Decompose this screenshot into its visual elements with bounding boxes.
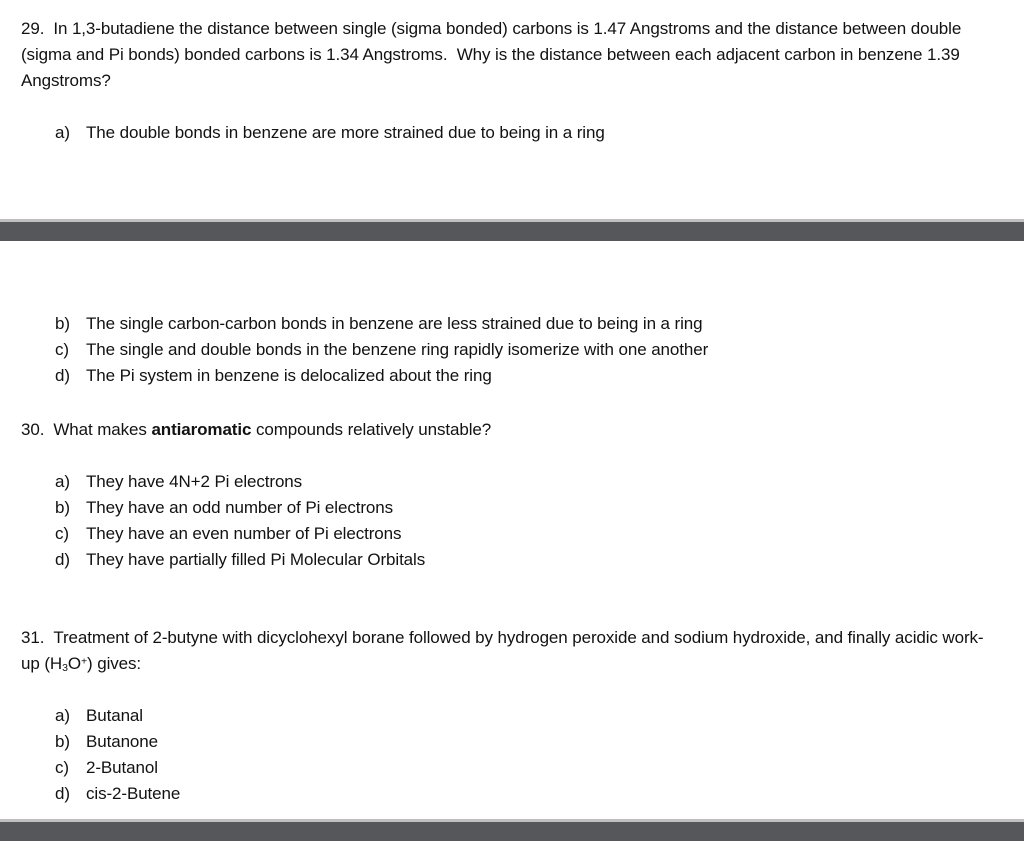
option-label: b) [55,498,70,517]
option-text: They have partially filled Pi Molecular Orbitals [86,550,426,569]
answer-option-31d [55,781,1000,807]
answer-option-29b [55,311,1000,337]
option-text: They have an odd number of Pi electrons [86,498,394,517]
answer-option-30a [55,469,1000,495]
answer-option-29a [55,120,1000,146]
formula-subscript: 3 [62,661,68,674]
question-29-stem [21,16,1000,94]
answer-option-30c [55,521,1000,547]
question-29-text: In 1,3-butadiene the distance between single (sigma bonded) carbons is 1.47 Angstroms and the distance between double (sigma and Pi bonds) bonded carbons is 1.34 Angstroms. Why is the distance between each adjacent carbon in benzene 1.39 Angstroms? [21,19,966,90]
answer-option-29d [55,363,1000,389]
question-30-options [55,469,1000,573]
answer-option-31c [55,755,1000,781]
question-29-number: 29. [21,19,45,38]
option-label: b) [55,314,70,333]
question-30-text-prefix: What makes [53,420,152,439]
question-31-text-before-formula: Treatment of 2-butyne with dicyclohexyl borane followed by hydrogen peroxide and sodium hydroxide, and finally acidic work-up (H [21,628,984,673]
formula-superscript: + [80,655,88,668]
answer-option-31a [55,703,1000,729]
option-text: cis-2-Butene [86,784,181,803]
section-divider [0,219,1024,241]
option-label: c) [55,524,69,543]
option-text: They have 4N+2 Pi electrons [86,472,303,491]
option-label: c) [55,758,69,777]
formula-element: O [67,654,81,673]
option-label: a) [55,706,70,725]
option-text: Butanone [86,732,158,751]
question-31-number: 31. [21,628,45,647]
answer-option-30d [55,547,1000,573]
question-29-options-top [55,120,1000,146]
question-29-options-bottom [55,311,1000,389]
answer-option-31b [55,729,1000,755]
option-label: d) [55,784,70,803]
option-text: 2-Butanol [86,758,158,777]
option-text: The single carbon-carbon bonds in benzene are less strained due to being in a ring [86,314,703,333]
option-label: c) [55,340,69,359]
option-label: a) [55,472,70,491]
question-30-text-suffix: compounds relatively unstable? [251,420,492,439]
question-30-stem [21,417,1000,443]
question-30-text [53,420,491,439]
question-30-text-bold: antiaromatic [151,420,252,439]
option-text: The double bonds in benzene are more strained due to being in a ring [86,123,605,142]
question-31-text-after-formula: ) gives: [87,654,142,673]
question-31-text [21,628,983,673]
question-30-number: 30. [21,420,45,439]
question-31-options [55,703,1000,807]
option-text: They have an even number of Pi electrons [86,524,402,543]
answer-option-29c [55,337,1000,363]
question-31-stem [21,625,1000,677]
option-text: The single and double bonds in the benzene ring rapidly isomerize with one another [86,340,709,359]
option-label: a) [55,123,70,142]
bottom-divider [0,819,1024,841]
option-label: d) [55,550,70,569]
option-text: Butanal [86,706,143,725]
option-text: The Pi system in benzene is delocalized about the ring [86,366,492,385]
option-label: d) [55,366,70,385]
option-label: b) [55,732,70,751]
answer-option-30b [55,495,1000,521]
